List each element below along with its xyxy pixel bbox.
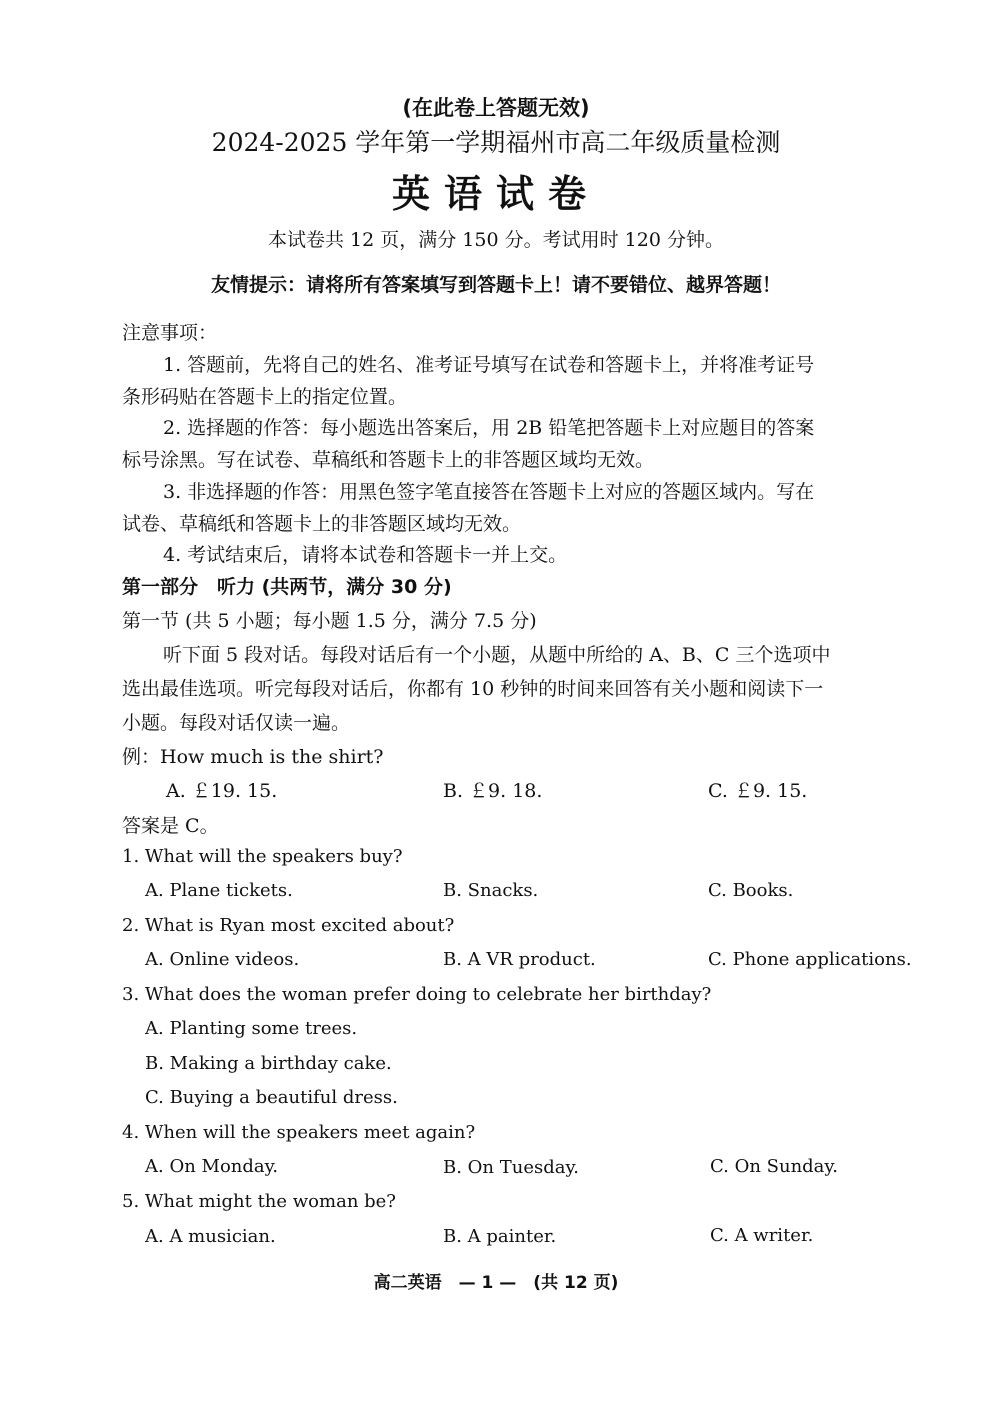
q3-option-c: C. Buying a beautiful dress. [145,1087,398,1108]
example-answer: 答案是 C。 [122,815,219,837]
q3-option-b: B. Making a birthday cake. [145,1053,392,1074]
instructions-line-1: 听下面 5 段对话。每段对话后有一个小题，从题中所给的 A、B、C 三个选项中 [163,644,831,666]
q4-option-c: C. On Sunday. [710,1156,838,1177]
q2-option-b: B. A VR product. [443,949,596,970]
q5-option-c: C. A writer. [710,1225,814,1246]
note-3-line-2: 试卷、草稿纸和答题卡上的非答题区域均无效。 [122,513,522,535]
section1-title: 第一节 (共 5 小题；每小题 1.5 分，满分 7.5 分) [122,610,537,632]
page-footer: 高二英语 — 1 — (共 12 页) [373,1273,619,1293]
example-option-a: A. ￡19. 15. [166,780,278,802]
q1-option-c: C. Books. [708,880,794,901]
example-option-c: C. ￡9. 15. [708,780,808,802]
note-2-line-1: 2. 选择题的作答：每小题选出答案后，用 2B 铅笔把答题卡上对应题目的答案 [163,417,815,439]
reminder: 友情提示：请将所有答案填写到答题卡上！请不要错位、越界答题！ [210,274,781,296]
note-3-line-1: 3. 非选择题的作答：用黑色签字笔直接答在答题卡上对应的答题区域内。写在 [163,481,815,503]
instructions-line-2: 选出最佳选项。听完每段对话后，你都有 10 秒钟的时间来回答有关小题和阅读下一 [122,678,824,700]
invalid-note: (在此卷上答题无效) [402,96,590,120]
example-question: 例：How much is the shirt? [122,746,384,768]
q3-option-a: A. Planting some trees. [145,1018,358,1039]
q5-option-b: B. A painter. [443,1226,557,1247]
question-4: 4. When will the speakers meet again? [122,1122,476,1143]
question-5: 5. What might the woman be? [122,1191,396,1212]
notes-heading: 注意事项： [122,322,218,344]
exam-title: 2024-2025 学年第一学期福州市高二年级质量检测 [211,128,781,157]
subject-title: 英语试卷 [391,171,600,216]
exam-info: 本试卷共 12 页，满分 150 分。考试用时 120 分钟。 [268,229,724,251]
q4-option-b: B. On Tuesday. [443,1157,579,1178]
note-4: 4. 考试结束后，请将本试卷和答题卡一并上交。 [163,544,568,566]
instructions-line-3: 小题。每段对话仅读一遍。 [122,712,351,734]
question-3: 3. What does the woman prefer doing to celebrate her birthday? [122,984,712,1005]
q1-option-b: B. Snacks. [443,880,539,901]
example-option-b: B. ￡9. 18. [443,780,543,802]
part1-title: 第一部分 听力 (共两节，满分 30 分) [122,576,452,598]
question-2: 2. What is Ryan most excited about? [122,915,455,936]
q2-option-c: C. Phone applications. [708,949,912,970]
note-1-line-1: 1. 答题前，先将自己的姓名、准考证号填写在试卷和答题卡上，并将准考证号 [163,354,815,376]
q4-option-a: A. On Monday. [145,1156,279,1177]
question-1: 1. What will the speakers buy? [122,846,403,867]
q2-option-a: A. Online videos. [145,949,300,970]
q5-option-a: A. A musician. [145,1226,276,1247]
note-1-line-2: 条形码贴在答题卡上的指定位置。 [122,386,408,408]
note-2-line-2: 标号涂黑。写在试卷、草稿纸和答题卡上的非答题区域均无效。 [122,449,655,471]
q1-option-a: A. Plane tickets. [145,880,293,901]
